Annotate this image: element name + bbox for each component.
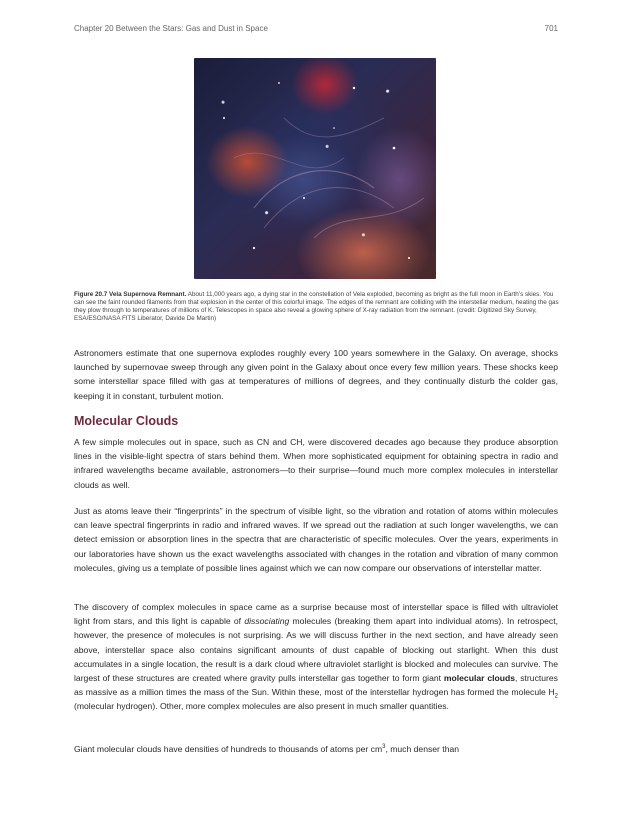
nebula-filaments [194, 58, 436, 279]
page-header [74, 24, 558, 33]
page-number: 701 [544, 24, 558, 33]
paragraph-simple-molecules: A few simple molecules out in space, such as CN and CH, were discovered decades ago because they produce absorption lines in the visible-light spectra of stars behind them. When more sophisticated equipment for obtaining spectra in radio and infrared wavelengths became available, astronomers—to their surprise—found much more complex molecules in interstellar clouds as well. [74, 437, 559, 490]
paragraph-supernova-rate: Astronomers estimate that one supernova explodes roughly every 100 years somewhere in the Galaxy. On average, shocks launched by supernovae sweep through any given point in the Galaxy about once every few million years. These shocks keep some interstellar space filled with gas at temperatures of millions of degrees, and they continually disturb the colder gas, keeping it in constant, turbulent motion. [74, 348, 558, 401]
paragraph-fingerprints: Just as atoms leave their “fingerprints” in the spectrum of visible light, so the vibration and rotation of atoms within molecules can leave spectral fingerprints in radio and infrared waves. If we spread out the radiation at such longer wavelengths, we can detect emission or absorption lines in the spectra that are characteristic of specific molecules. Over the years, experiments in our laboratories have shown us the exact wavelengths associated with changes in the rotation and vibration of many common molecules, giving us a template of possible lines against which we can now compare our observations of interstellar matter. [74, 506, 558, 573]
chapter-title: Chapter 20 Between the Stars: Gas and Dust in Space [74, 24, 268, 33]
paragraph-cloud-density: Giant molecular clouds have densities of hundreds to thousands of atoms per $cm^3$, much denser than [74, 744, 460, 754]
term-molecular-clouds: molecular clouds [443, 673, 516, 684]
figure-caption [74, 291, 559, 323]
section-heading: Molecular Clouds [74, 414, 179, 428]
paragraph-complex-molecules: The discovery of complex molecules in space came as a surprise because most of interstellar space is filled with ultraviolet light from stars, and this light is capable of dissociating molecules (breaking them apart into individual atoms). In retrospect, however, the presence of molecules is not surprising. As we will discuss further in the next section, and have already seen above, interstellar space also contains significant amounts of dust capable of blocking out starlight. When this dust accumulates in a single location, the result is a dark cloud where ultraviolet starlight is blocked and molecules can survive. The largest of these structures are created where gravity pulls interstellar gas together to form giant molecular clouds, structures as massive as a million times the mass of the Sun. Within these, most of the interstellar hydrogen has formed the molecule $H_2$ (molecular hydrogen). Other, more complex molecules are also present in much smaller quantities. [74, 602, 558, 712]
figure-label: Figure 20.7 Vela Supernova Remnant. [74, 291, 187, 298]
figure-caption-text: About 11,000 years ago, a dying star in the constellation of Vela exploded, becoming as bright as the full moon in Earth’s skies. You can see the faint rounded filaments from that explosion in the center of this colorful image. The edges of the remnant are colliding with the interstellar medium, heating the gas they plow through to temperatures of millions of K. Telescopes in space also reveal a glowing sphere of X-ray radiation from the remnant. (credit: Digitized Sky Survey, ESA/ESO/NASA FITS Liberator, Davide De Martin) [74, 291, 559, 323]
vela-supernova-image [194, 58, 436, 279]
